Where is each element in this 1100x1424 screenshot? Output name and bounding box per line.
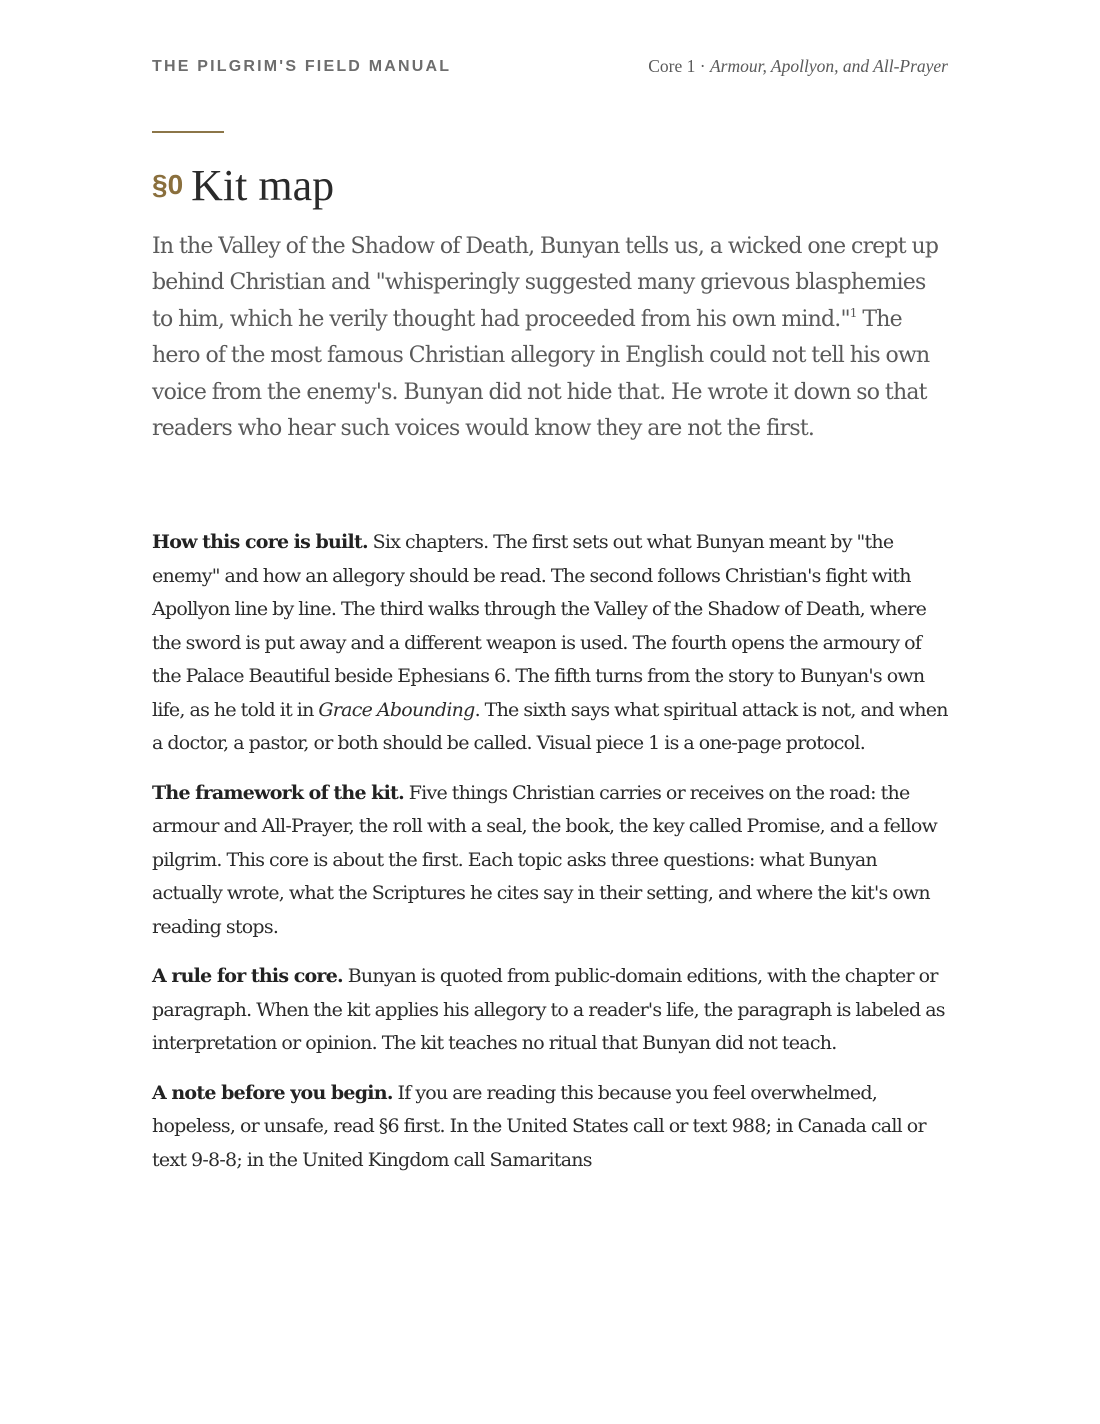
paragraph-text: If you are reading this because you feel overwhelmed, hopeless, or unsafe, read §6 first. In the United States call or text 988; in Canada call or text 9-8-8; in the United Kingdom call Samaritans bbox=[152, 1081, 926, 1171]
lede-text: In the Valley of the Shadow of Death, Bunyan tells us, a wicked one crept up behind Christian and "whisperingly suggested many grievous blasphemies to him, which he verily thought had proceeded from his own mind." bbox=[152, 234, 939, 332]
book-title: THE PILGRIM'S FIELD MANUAL bbox=[152, 58, 452, 75]
running-head bbox=[152, 56, 948, 80]
paragraph-rule bbox=[152, 960, 948, 1061]
paragraph-lead: The framework of the kit. bbox=[152, 781, 404, 804]
footnote-ref[interactable]: 1 bbox=[849, 305, 857, 320]
paragraph-text: Six chapters. The first sets out what Bunyan meant by "the enemy" and how an allegory should be read. The second follows Christian's fight with Apollyon line by line. The third walks through the Valley of the Shadow of Death, where the sword is put away and a different weapon is used. The fourth opens the armoury of the Palace Beautiful beside Ephesians 6. The fifth turns from the story to Bunyan's own life, as he told it in bbox=[152, 531, 927, 721]
paragraph-text: Bunyan is quoted from public-domain editions, with the chapter or paragraph. When the kit applies his allegory to a reader's life, the paragraph is labeled as interpretation or opinion. The kit teaches no ritual that Bunyan did not teach. bbox=[152, 965, 945, 1054]
core-subtitle: Armour, Apollyon, and All-Prayer bbox=[709, 56, 948, 76]
heading-rule bbox=[152, 131, 224, 133]
section-number: §0 bbox=[152, 169, 184, 200]
paragraph-framework bbox=[152, 777, 948, 945]
section-title: Kit map bbox=[191, 161, 335, 210]
paragraph-lead: A note before you begin. bbox=[152, 1081, 393, 1104]
body-text bbox=[152, 526, 948, 1193]
book-title-italic: Grace Abounding bbox=[318, 698, 475, 721]
lede-paragraph bbox=[152, 229, 948, 447]
paragraph-note bbox=[152, 1077, 948, 1178]
paragraph-core-structure bbox=[152, 526, 948, 761]
core-title bbox=[648, 56, 948, 77]
core-label: Core 1 · bbox=[648, 56, 710, 76]
section-heading bbox=[152, 160, 948, 211]
lede-text-continued: The hero of the most famous Christian allegory in English could not tell his own voice from the enemy's. Bunyan did not hide that. He wrote it down so that readers who hear such voices would know they are not the first. bbox=[152, 306, 930, 442]
paragraph-text-continued: . The sixth says what spiritual attack is not, and when a doctor, a pastor, or both should be called. Visual piece 1 is a one-page protocol. bbox=[152, 698, 948, 754]
paragraph-lead: A rule for this core. bbox=[152, 965, 343, 987]
paragraph-lead: How this core is built. bbox=[152, 531, 368, 553]
paragraph-text: Five things Christian carries or receives on the road: the armour and All-Prayer, the roll with a seal, the book, the key called Promise, and a fellow pilgrim. This core is about the first. Each topic asks three questions: what Bunyan actually wrote, what the Scriptures he cites say in their setting, and where the kit's own reading stops. bbox=[152, 781, 938, 938]
